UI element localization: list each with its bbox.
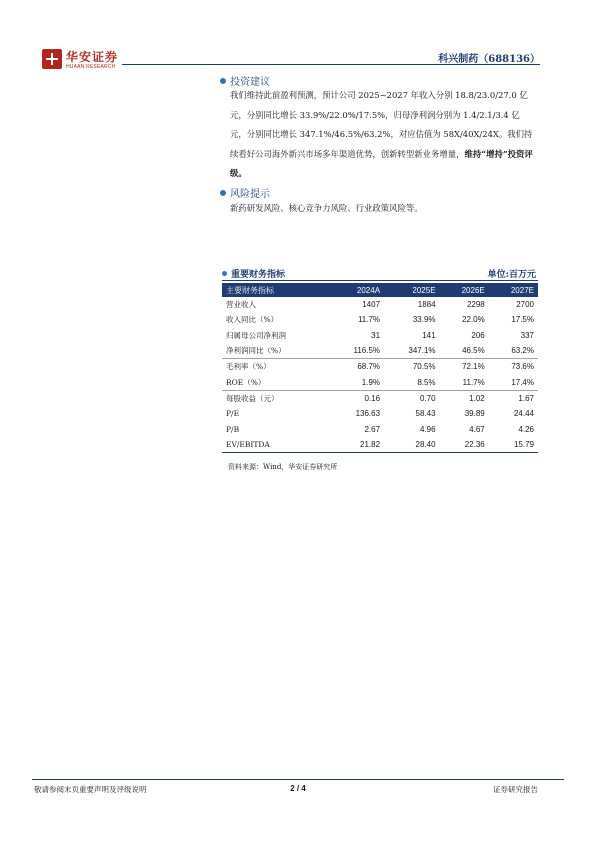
table-header-row	[222, 283, 538, 297]
table-cell: 22.36	[440, 437, 489, 453]
table-cell: 28.40	[384, 437, 440, 453]
table-row	[222, 421, 538, 436]
footer-report-type: 证券研究报告	[493, 785, 538, 794]
table-cell: 22.0%	[462, 315, 485, 325]
table-row	[222, 359, 538, 375]
table-cell: 1.02	[440, 390, 489, 406]
bullet-dot-icon	[220, 78, 226, 84]
financial-table	[222, 283, 538, 453]
table-row	[222, 343, 538, 359]
table-cell: 31	[371, 330, 381, 340]
row-label: 收入同比（%）	[226, 315, 279, 325]
table-cell: 136.63	[355, 409, 381, 419]
table-row	[222, 374, 538, 390]
row-label: P/B	[226, 424, 240, 434]
table-cell: 8.5%	[417, 377, 436, 387]
table-title: 重要财务指标	[222, 267, 285, 280]
table-cell: 337	[520, 330, 534, 340]
table-cell: 1.9%	[361, 377, 381, 387]
table-top-rule	[222, 280, 538, 281]
risk-text: 新药研发风险、核心竞争力风险、行业政策风险等。	[230, 203, 423, 213]
row-label: 每股收益（元）	[222, 390, 329, 406]
row-label: 归属母公司净利润	[226, 330, 286, 340]
table-cell: 0.70	[384, 390, 440, 406]
column-header: 主要财务指标	[222, 283, 329, 297]
column-header: 2026E	[440, 283, 489, 297]
table-cell: 70.5%	[384, 359, 440, 375]
table-cell: 206	[471, 330, 485, 340]
investment-heading: 投资建议	[220, 73, 270, 88]
logo-english-name: HUAAN RESEARCH	[66, 64, 116, 70]
table-cell: 1407	[362, 300, 381, 310]
table-cell: 68.7%	[329, 359, 384, 375]
row-label: 毛利率（%）	[222, 359, 329, 375]
table-row	[222, 297, 538, 312]
header-divider	[122, 64, 540, 65]
row-label: P/E	[226, 409, 240, 419]
table-cell: 2.67	[364, 424, 381, 434]
column-header: 2025E	[384, 283, 440, 297]
table-cell: 0.16	[329, 390, 384, 406]
table-cell: 73.6%	[489, 359, 538, 375]
logo-mark-icon	[42, 49, 62, 69]
row-label: 净利润同比（%）	[226, 346, 286, 356]
table-cell: 58.43	[415, 409, 436, 419]
table-cell: 63.2%	[511, 346, 534, 356]
table-cell: 347.1%	[408, 346, 436, 356]
investment-paragraph	[230, 86, 535, 184]
table-cell: 4.26	[518, 424, 534, 434]
footer-divider	[32, 779, 564, 780]
table-cell: 11.7%	[462, 377, 485, 387]
table-cell: 24.44	[513, 409, 534, 419]
table-cell: 15.79	[489, 437, 538, 453]
table-unit: 单位:百万元	[487, 270, 536, 280]
investment-rating: 维持“增持”投资评级。	[230, 148, 533, 178]
table-row	[222, 406, 538, 421]
table-cell: 141	[422, 330, 436, 340]
table-cell: 39.89	[464, 409, 485, 419]
company-logo	[42, 48, 117, 74]
table-cell: 1.67	[489, 390, 538, 406]
bullet-dot-icon	[222, 271, 227, 276]
column-header: 2024A	[329, 283, 384, 297]
table-cell: 11.7%	[357, 315, 381, 325]
table-row	[222, 328, 538, 343]
table-cell: 17.5%	[511, 315, 534, 325]
row-label: 营业收入	[226, 300, 256, 310]
table-cell: 2700	[516, 300, 534, 310]
table-row	[222, 312, 538, 327]
table-cell: 21.82	[329, 437, 384, 453]
table-source: 资料来源：Wind，华安证券研究所	[228, 463, 338, 471]
bullet-dot-icon	[220, 190, 226, 196]
table-row	[222, 390, 538, 406]
table-cell: 4.67	[469, 424, 485, 434]
logo-chinese-name: 华安证券	[66, 50, 119, 64]
report-title: 科兴制药（688136）	[438, 54, 540, 65]
table-cell: 2298	[466, 300, 485, 310]
row-label: ROE（%）	[226, 377, 266, 387]
column-header: 2027E	[489, 283, 538, 297]
table-cell: 17.4%	[511, 377, 534, 387]
footer-disclaimer: 敬请参阅末页重要声明及评级说明	[34, 785, 147, 794]
table-cell: 72.1%	[440, 359, 489, 375]
row-label: EV/EBITDA	[222, 437, 329, 453]
page-number: 2 / 4	[290, 784, 306, 793]
risk-heading: 风险提示	[220, 185, 270, 200]
table-cell: 46.5%	[462, 346, 485, 356]
table-row	[222, 437, 538, 453]
table-cell: 33.9%	[412, 315, 436, 325]
table-cell: 1884	[417, 300, 436, 310]
table-cell: 4.96	[419, 424, 436, 434]
table-cell: 116.5%	[353, 346, 381, 356]
investment-text: 我们维持此前盈利预测，预计公司 2025~2027 年收入分别 18.8/23.0/27.0 亿元，分别同比增长 33.9%/22.0%/17.5%，归母净利润分别为 1.4/2.1/3.4 亿元，分别同比增长 347.1%/46.5%/63.2%，对应估值为 58X/40X/24X。我们持续看好公司海外新兴市场多年渠道优势，创新转型新业务增量，	[230, 90, 533, 159]
